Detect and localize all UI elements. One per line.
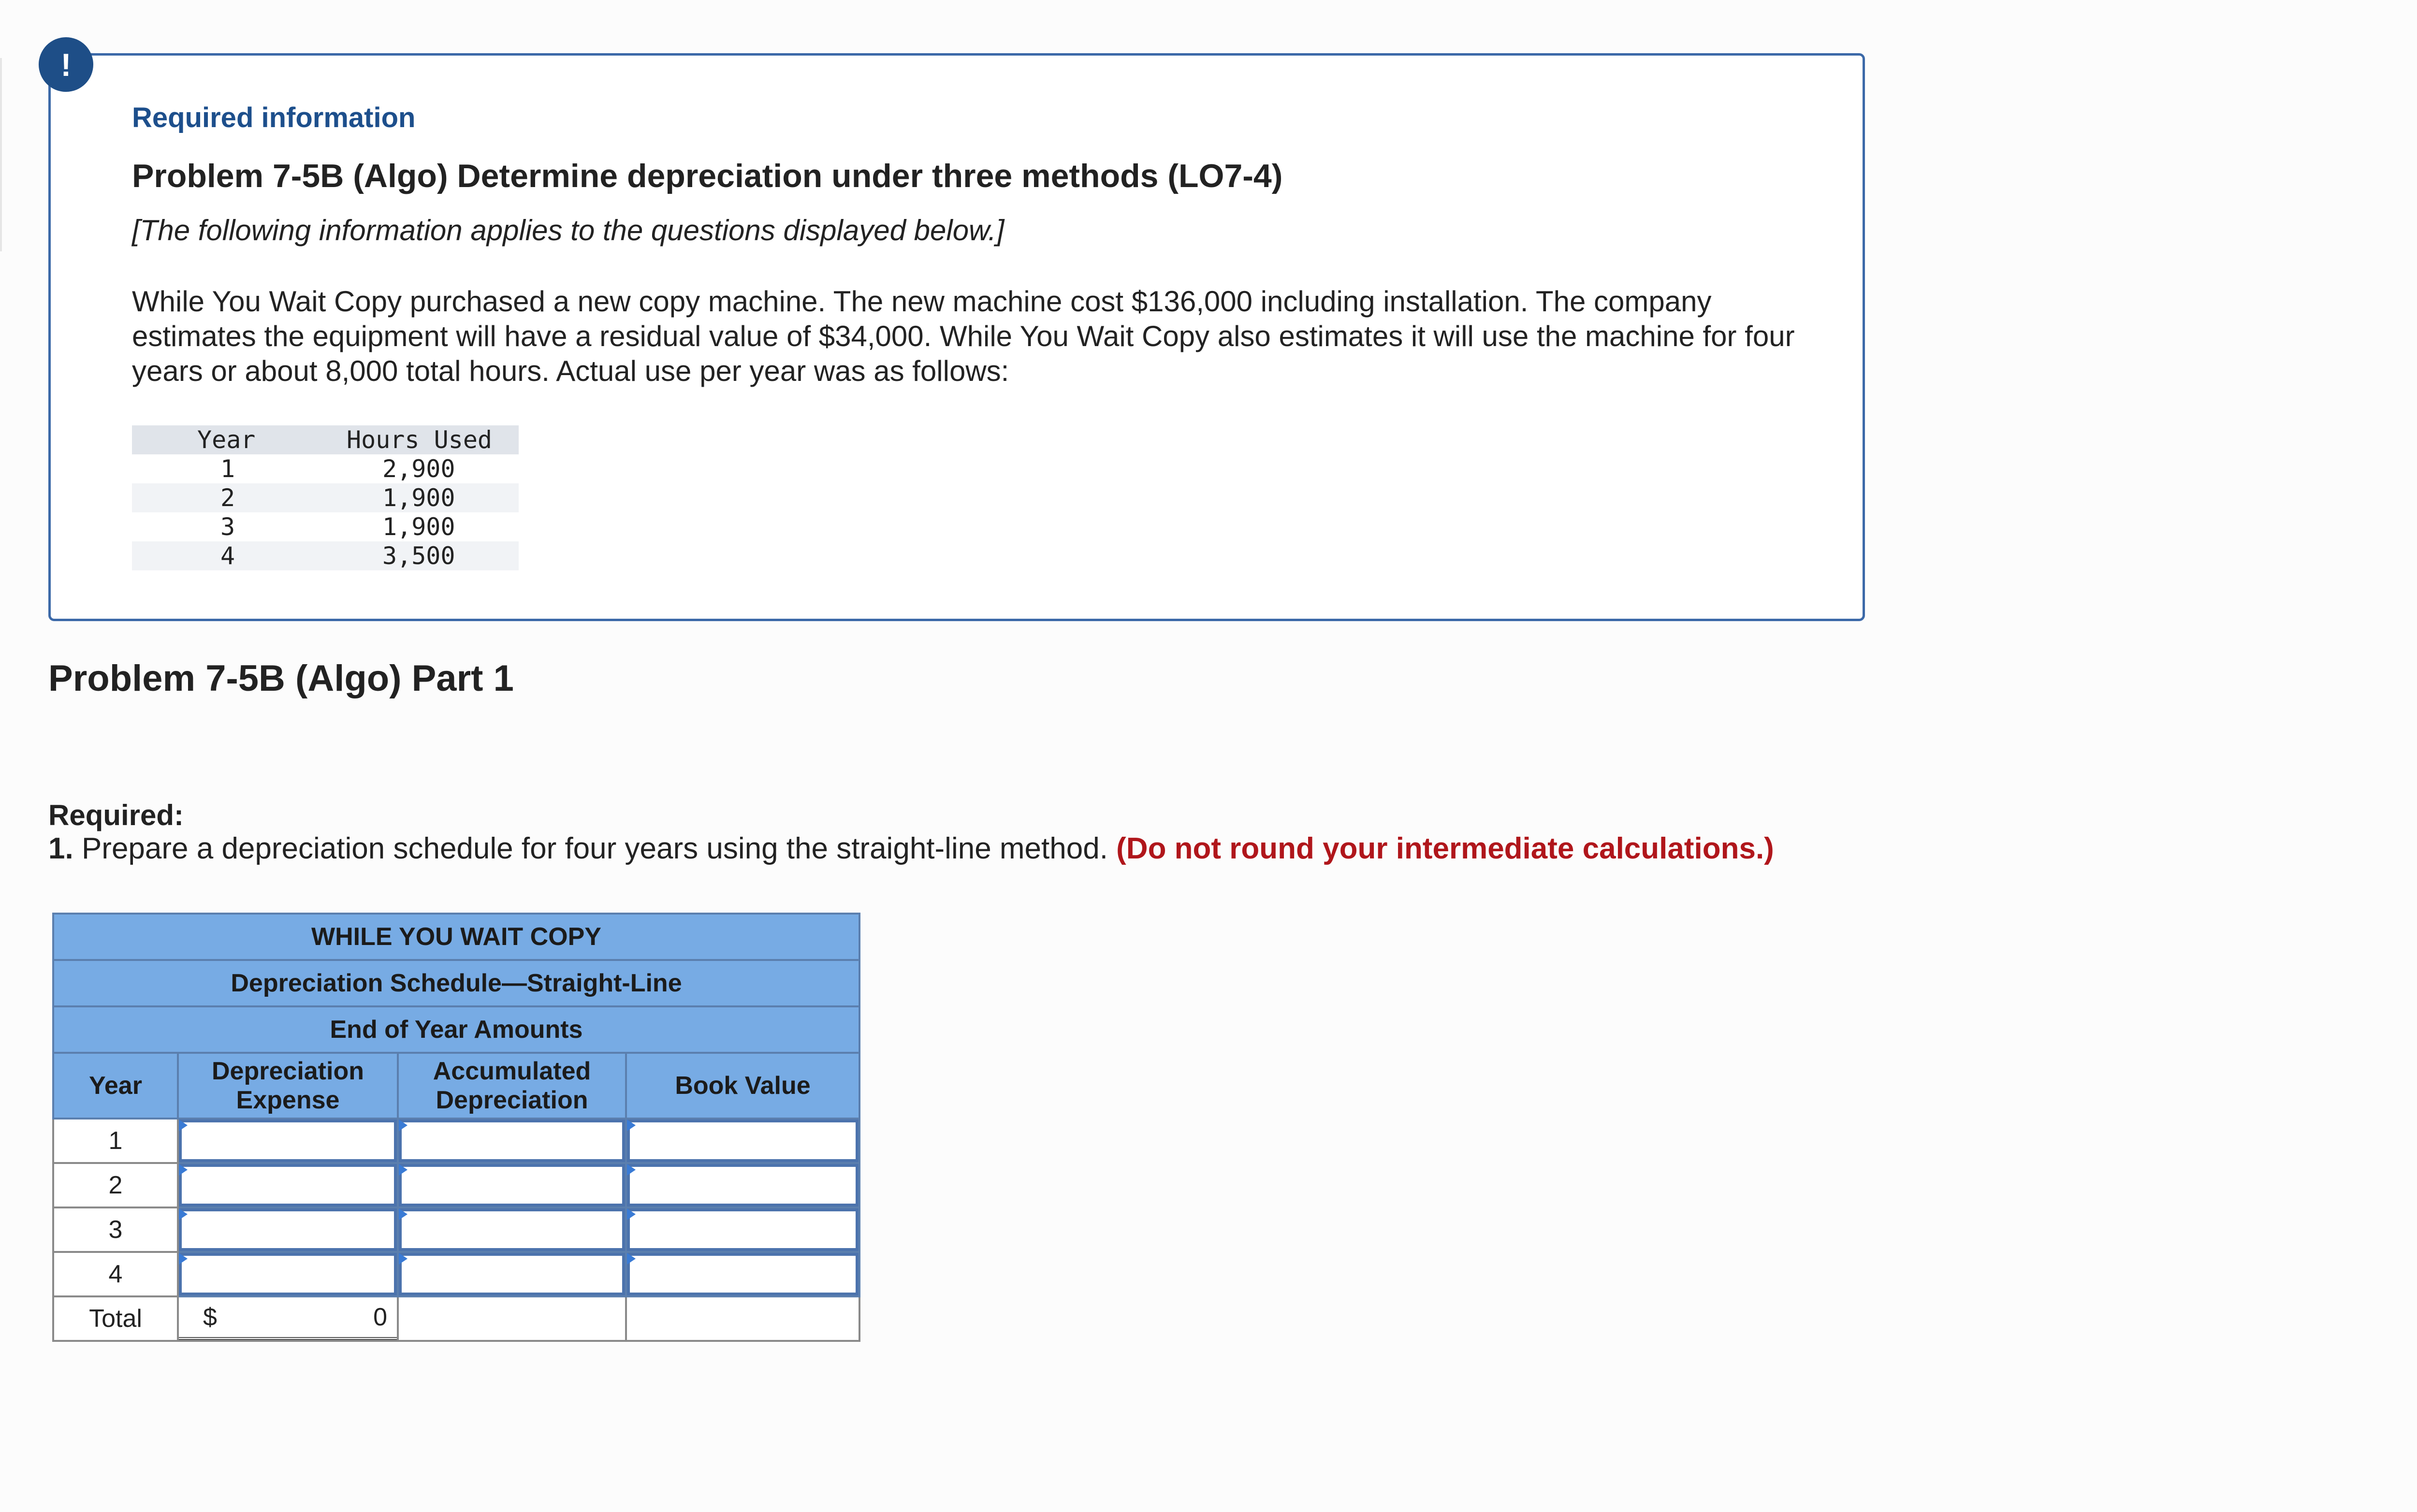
book-value-input[interactable] [627,1208,859,1251]
column-header-accumulated-line2: Depreciation [436,1086,588,1114]
accumulated-depreciation-cell [398,1119,626,1163]
hours-table-header [132,425,519,454]
left-edge-divider [0,58,2,251]
schedule-year-cell: 1 [53,1119,178,1163]
alert-icon [39,37,93,92]
required-instruction [48,831,1774,866]
book-value-input[interactable] [627,1253,859,1295]
input-marker-icon [179,1253,188,1265]
schedule-title-row [53,914,859,960]
total-depreciation-value [179,1297,397,1340]
schedule-title-row [53,960,859,1006]
input-marker-icon [179,1164,188,1176]
book-value-cell [626,1119,859,1163]
book-value-cell [626,1207,859,1252]
total-accumulated-cell [398,1296,626,1341]
depreciation-expense-cell [178,1119,398,1163]
depreciation-expense-input[interactable] [179,1208,397,1251]
required-info-heading: Required information [132,102,416,133]
currency-symbol: $ [203,1303,217,1331]
depreciation-expense-cell [178,1207,398,1252]
column-header-depreciation-expense [178,1053,398,1119]
column-header-year: Year [53,1053,178,1119]
accumulated-depreciation-input[interactable] [399,1164,625,1207]
input-marker-icon [399,1119,408,1131]
column-header-accumulated-depreciation [398,1053,626,1119]
depreciation-expense-cell [178,1163,398,1207]
schedule-method-title: Depreciation Schedule—Straight-Line [53,960,859,1006]
column-header-accumulated-line1: Accumulated [433,1057,591,1085]
rounding-note: (Do not round your intermediate calculations.) [1116,832,1774,865]
input-marker-icon [627,1253,636,1265]
accumulated-depreciation-input[interactable] [399,1253,625,1295]
input-marker-icon [399,1253,408,1265]
input-marker-icon [179,1208,188,1220]
depreciation-expense-input[interactable] [179,1164,397,1207]
depreciation-expense-input[interactable] [179,1119,397,1162]
depreciation-schedule-table [52,913,860,1342]
alert-glyph: ! [60,46,72,83]
accumulated-depreciation-cell [398,1207,626,1252]
book-value-cell [626,1252,859,1296]
table-row [53,1163,859,1207]
table-row [132,541,519,570]
hours-used-table [132,425,519,570]
schedule-year-cell: 2 [53,1163,178,1207]
accumulated-depreciation-cell [398,1252,626,1296]
column-header-book-value: Book Value [626,1053,859,1119]
total-depreciation-cell [178,1296,398,1341]
table-row [132,512,519,541]
column-header-depreciation-line2: Expense [236,1086,340,1114]
hours-year-cell: 3 [220,513,235,541]
input-marker-icon [179,1119,188,1131]
hours-table-header-year: Year [132,425,325,454]
hours-table-header-hours: Hours Used [325,425,519,454]
schedule-total-row [53,1296,859,1341]
schedule-year-cell: 3 [53,1207,178,1252]
table-row [53,1207,859,1252]
accumulated-depreciation-input[interactable] [399,1208,625,1251]
total-book-value-cell [626,1296,859,1341]
table-row [53,1252,859,1296]
input-marker-icon [627,1164,636,1176]
accumulated-depreciation-input[interactable] [399,1119,625,1162]
depreciation-expense-cell [178,1252,398,1296]
total-label: Total [53,1296,178,1341]
part-title: Problem 7-5B (Algo) Part 1 [48,658,514,699]
book-value-input[interactable] [627,1164,859,1207]
book-value-input[interactable] [627,1119,859,1162]
input-marker-icon [399,1164,408,1176]
info-note: [The following information applies to the questions displayed below.] [132,214,1005,247]
required-instruction-text: Prepare a depreciation schedule for four years using the straight-line method. [73,832,1117,865]
input-marker-icon [627,1119,636,1131]
hours-year-cell: 4 [132,541,325,570]
scenario-text: While You Wait Copy purchased a new copy machine. The new machine cost $136,000 including installation. The company estimates the equipment will have a residual value of $34,000. While You Wait Copy also estimates it will use the machine for four years or about 8,000 total hours. Actual use per year was as follows: [132,285,1795,387]
required-label: Required: [48,799,184,831]
depreciation-expense-input[interactable] [179,1253,397,1295]
problem-title: Problem 7-5B (Algo) Determine depreciation under three methods (LO7-4) [132,158,1283,194]
input-marker-icon [399,1208,408,1220]
hours-value-cell: 1,900 [382,513,455,541]
hours-value-cell: 3,500 [325,541,519,570]
table-row [132,454,519,483]
hours-year-cell: 2 [132,483,325,512]
accumulated-depreciation-cell [398,1163,626,1207]
hours-value-cell: 2,900 [382,455,455,483]
required-number: 1. [48,832,73,865]
schedule-title-row [53,1006,859,1053]
schedule-period-title: End of Year Amounts [53,1006,859,1053]
schedule-column-header-row [53,1053,859,1119]
table-row [132,483,519,512]
hours-value-cell: 1,900 [325,483,519,512]
column-header-depreciation-line1: Depreciation [212,1057,364,1085]
schedule-year-cell: 4 [53,1252,178,1296]
table-row [53,1119,859,1163]
input-marker-icon [627,1208,636,1220]
total-depreciation-amount: 0 [373,1303,387,1331]
schedule-company-title: WHILE YOU WAIT COPY [53,914,859,960]
book-value-cell [626,1163,859,1207]
hours-year-cell: 1 [220,455,235,483]
